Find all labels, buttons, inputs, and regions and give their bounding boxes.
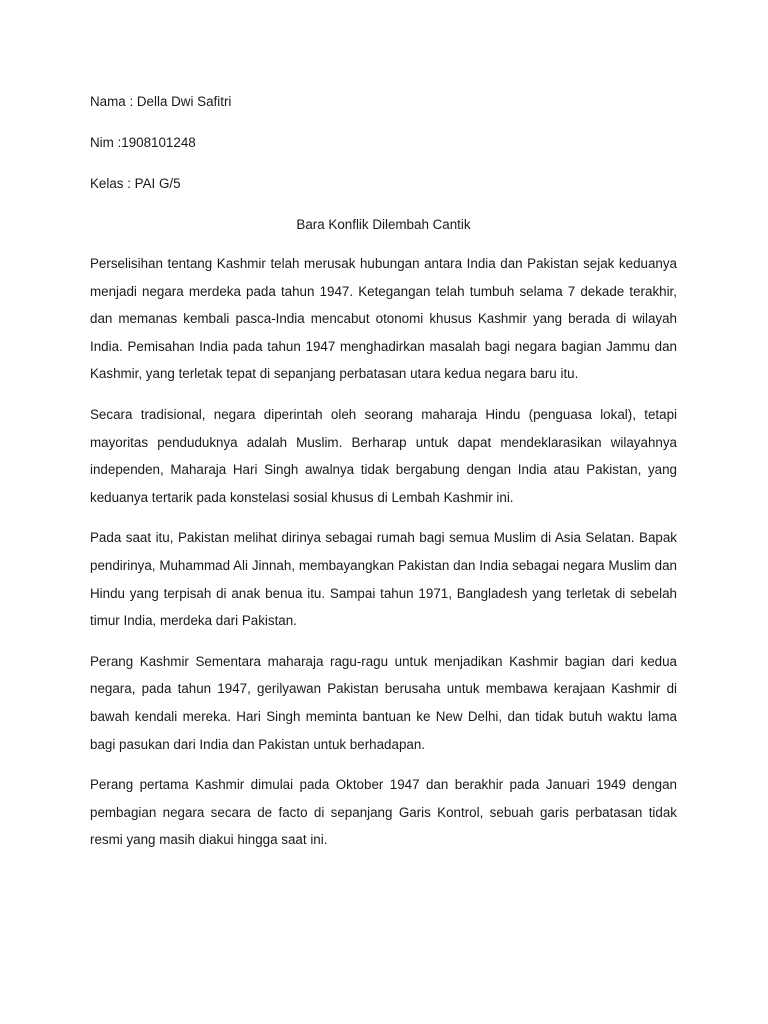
paragraph-4: Perang Kashmir Sementara maharaja ragu-ragu untuk menjadikan Kashmir bagian dari kedua negara, pada tahun 1947, gerilyawan Pakistan berusaha untuk membawa kerajaan Kashmir di bawah kendali mereka. Hari Singh meminta bantuan ke New Delhi, dan tidak butuh waktu lama bagi pasukan dari India dan Pakistan untuk berhadapan. — [90, 653, 677, 752]
document-body — [90, 91, 677, 854]
paragraph-5: Perang pertama Kashmir dimulai pada Oktober 1947 dan berakhir pada Januari 1949 dengan pembagian negara secara de facto di sepanjang Garis Kontrol, sebuah garis perbatasan tidak resmi yang masih diakui hingga saat ini. — [90, 777, 677, 848]
paragraph-2: Secara tradisional, negara diperintah oleh seorang maharaja Hindu (penguasa lokal), tetapi mayoritas penduduknya adalah Muslim. Berharap untuk dapat mendeklarasikan wilayahnya independen, Maharaja Hari Singh awalnya tidak bergabung dengan India atau Pakistan, yang keduanya tertarik pada konstelasi sosial khusus di Lembah Kashmir ini. — [90, 406, 677, 505]
student-nim: Nim :1908101248 — [90, 135, 196, 150]
student-class: Kelas : PAI G/5 — [90, 176, 181, 191]
paragraph-1: Perselisihan tentang Kashmir telah merusak hubungan antara India dan Pakistan sejak keduanya menjadi negara merdeka pada tahun 1947. Ketegangan telah tumbuh selama 7 dekade terakhir, dan memanas kembali pasca-India mencabut otonomi khusus Kashmir yang berada di wilayah India. Pemisahan India pada tahun 1947 menghadirkan masalah bagi negara bagian Jammu dan Kashmir, yang terletak tepat di sepanjang perbatasan utara kedua negara baru itu. — [90, 256, 677, 382]
paragraph-3: Pada saat itu, Pakistan melihat dirinya sebagai rumah bagi semua Muslim di Asia Selatan. Bapak pendirinya, Muhammad Ali Jinnah, membayangkan Pakistan dan India sebagai negara Muslim dan Hindu yang terpisah di anak benua itu. Sampai tahun 1971, Bangladesh yang terletak di sebelah timur India, merdeka dari Pakistan. — [90, 530, 677, 629]
student-name: Nama : Della Dwi Safitri — [90, 94, 232, 109]
document-title: Bara Konflik Dilembah Cantik — [296, 217, 471, 232]
